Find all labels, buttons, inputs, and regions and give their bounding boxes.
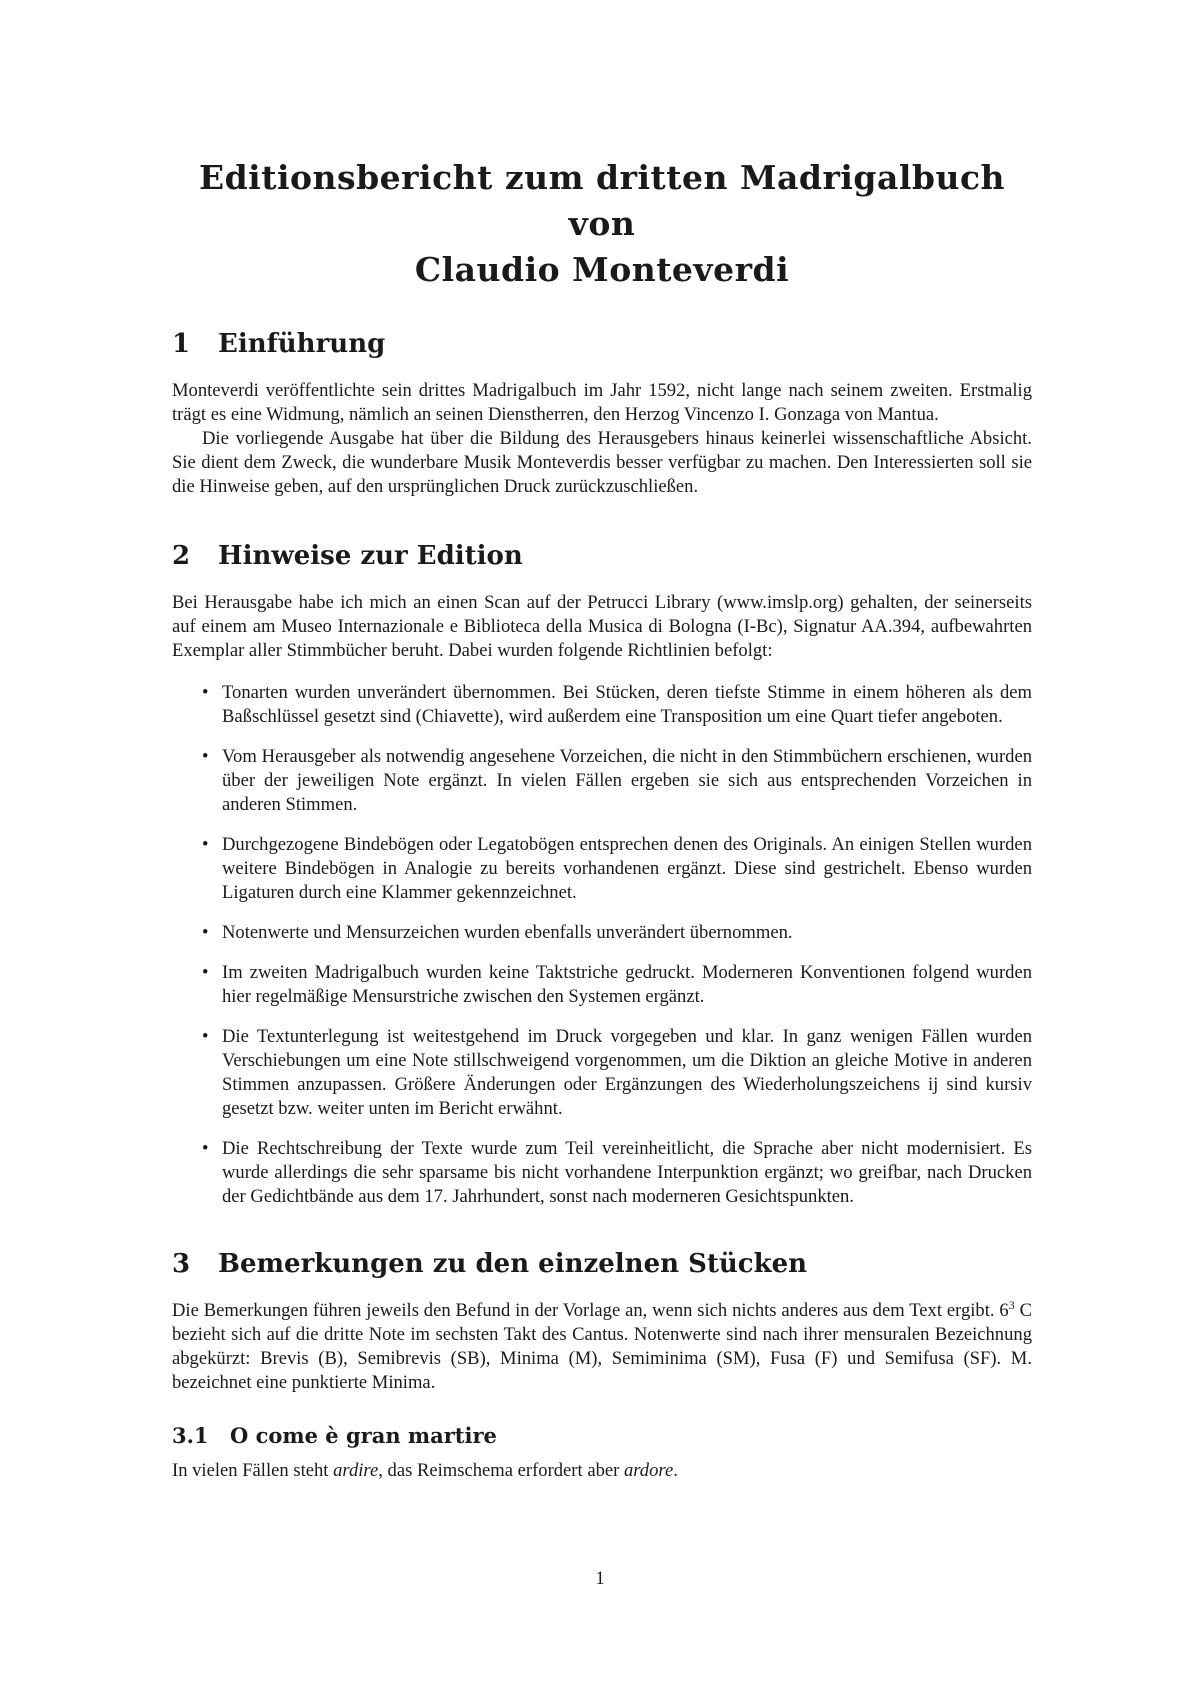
title-line-2: Claudio Monteverdi xyxy=(414,250,790,289)
bullet-icon: • xyxy=(202,1026,209,1047)
list-item xyxy=(172,1025,1032,1121)
section-number: 3 xyxy=(172,1249,191,1279)
section-einfuehrung xyxy=(172,327,1032,499)
paragraph: Bei Herausgabe habe ich mich an einen Scan auf der Petrucci Library (www.imslp.org) gehalten, der seinerseits auf einem am Museo Internazionale e Biblioteca della Musica di Bologna (I-Bc), Signatur AA.394, aufbewahrten Exemplar aller Stimmbücher beruht. Dabei wurden folgende Richtlinien befolgt: xyxy=(172,592,1032,661)
list-item xyxy=(172,1137,1032,1209)
section-heading xyxy=(172,327,1032,361)
list-item xyxy=(172,833,1032,905)
bullet-icon: • xyxy=(202,1138,209,1159)
paragraph-text: Die Bemerkungen führen jeweils den Befund in der Vorlage an, wenn sich nichts anderes aus dem Text ergibt. 6 xyxy=(172,1300,1009,1321)
list-item-text: Durchgezogene Bindebögen oder Legatobögen entsprechen denen des Originals. An einigen Stellen wurden weitere Bindebögen in Analogie zu bereits vorhandenen ergänzt. Diese sind gestrichelt. Ebenso wurden Ligaturen durch eine Klammer gekennzeichnet. xyxy=(222,834,1032,903)
section-title: Hinweise zur Edition xyxy=(218,541,523,571)
title-line-1: Editionsbericht zum dritten Madrigalbuch von xyxy=(198,158,1006,243)
bullet-icon: • xyxy=(202,746,209,767)
bullet-icon: • xyxy=(202,962,209,983)
section-number: 2 xyxy=(172,541,191,571)
superscript: 3 xyxy=(1008,1297,1015,1312)
emphasis: ardire xyxy=(333,1460,379,1481)
section-hinweise xyxy=(172,539,1032,1209)
list-item-text: Tonarten wurden unverändert übernommen. Bei Stücken, deren tiefste Stimme in einem höheren als dem Baßschlüssel gesetzt sind (Chiavette), wird außerdem eine Transposition um eine Quart tiefer angeboten. xyxy=(222,682,1032,727)
subsection-heading xyxy=(172,1421,1032,1451)
bullet-icon: • xyxy=(202,682,209,703)
section-heading xyxy=(172,1247,1032,1281)
document-title xyxy=(172,155,1032,293)
paragraph: Monteverdi veröffentlichte sein drittes Madrigalbuch im Jahr 1592, nicht lange nach seinem zweiten. Erstmalig trägt es eine Widmung, nämlich an seinen Dienstherren, den Herzog Vincenzo I. Gonzaga von Mantua. xyxy=(172,380,1032,425)
section-bemerkungen xyxy=(172,1247,1032,1483)
paragraph-text: In vielen Fällen steht xyxy=(172,1460,334,1481)
paragraph-text: C bezieht sich auf die dritte Note im sechsten Takt des Cantus. Notenwerte sind nach ihrer mensuralen Bezeichnung abgekürzt: Brevis (B), Semibrevis (SB), Minima (M), Semiminima (SM), Fusa (F) und Semifusa (SF). M. bezeichnet eine punktierte Minima. xyxy=(172,1300,1032,1393)
list-item-text: Die Textunterlegung ist weitestgehend im Druck vorgegeben und klar. In ganz wenigen Fällen wurden Verschiebungen um eine Note stillschweigend vorgenommen, um die Diktion an gleiche Motive in anderen Stimmen anzupassen. Größere Änderungen oder Ergänzungen des Wiederholungszeichens ij sind kursiv gesetzt bzw. weiter unten im Bericht erwähnt. xyxy=(222,1026,1032,1119)
list-item xyxy=(172,681,1032,729)
list-item xyxy=(172,921,1032,945)
paragraph xyxy=(172,1459,1032,1483)
document-page xyxy=(172,155,1032,1483)
page-number: 1 xyxy=(595,1568,605,1589)
section-title: Einführung xyxy=(218,329,386,359)
subsection-number: 3.1 xyxy=(172,1423,209,1448)
bullet-icon: • xyxy=(202,834,209,855)
bullet-icon: • xyxy=(202,922,209,943)
section-number: 1 xyxy=(172,329,191,359)
list-item-text: Im zweiten Madrigalbuch wurden keine Taktstriche gedruckt. Moderneren Konventionen folgend wurden hier regelmäßige Mensurstriche zwischen den Systemen ergänzt. xyxy=(222,962,1032,1007)
list-item xyxy=(172,745,1032,817)
subsection-title: O come è gran martire xyxy=(230,1423,497,1448)
list-item-text: Notenwerte und Mensurzeichen wurden ebenfalls unverändert übernommen. xyxy=(222,922,793,943)
paragraph xyxy=(172,1299,1032,1395)
list-item xyxy=(172,961,1032,1009)
paragraph-text: , das Reimschema erfordert aber xyxy=(378,1460,624,1481)
list-item-text: Vom Herausgeber als notwendig angesehene Vorzeichen, die nicht in den Stimmbüchern erschienen, wurden über der jeweiligen Note ergänzt. In vielen Fällen ergeben sie sich aus entsprechenden Vorzeichen in anderen Stimmen. xyxy=(222,746,1032,815)
guidelines-list xyxy=(172,681,1032,1209)
section-heading xyxy=(172,539,1032,573)
emphasis: ardore xyxy=(623,1460,674,1481)
paragraph: Die vorliegende Ausgabe hat über die Bildung des Herausgebers hinaus keinerlei wissenschaftliche Absicht. Sie dient dem Zweck, die wunderbare Musik Monteverdis besser verfügbar zu machen. Den Interessierten soll sie die Hinweise geben, auf den ursprünglichen Druck zurückzuschließen. xyxy=(172,428,1032,497)
paragraph-text: . xyxy=(673,1460,678,1481)
section-title: Bemerkungen zu den einzelnen Stücken xyxy=(218,1249,808,1279)
list-item-text: Die Rechtschreibung der Texte wurde zum Teil vereinheitlicht, die Sprache aber nicht modernisiert. Es wurde allerdings die sehr sparsame bis nicht vorhandene Interpunktion ergänzt; wo greifbar, nach Drucken der Gedichtbände aus dem 17. Jahrhundert, sonst nach moderneren Gesichtspunkten. xyxy=(222,1138,1032,1207)
